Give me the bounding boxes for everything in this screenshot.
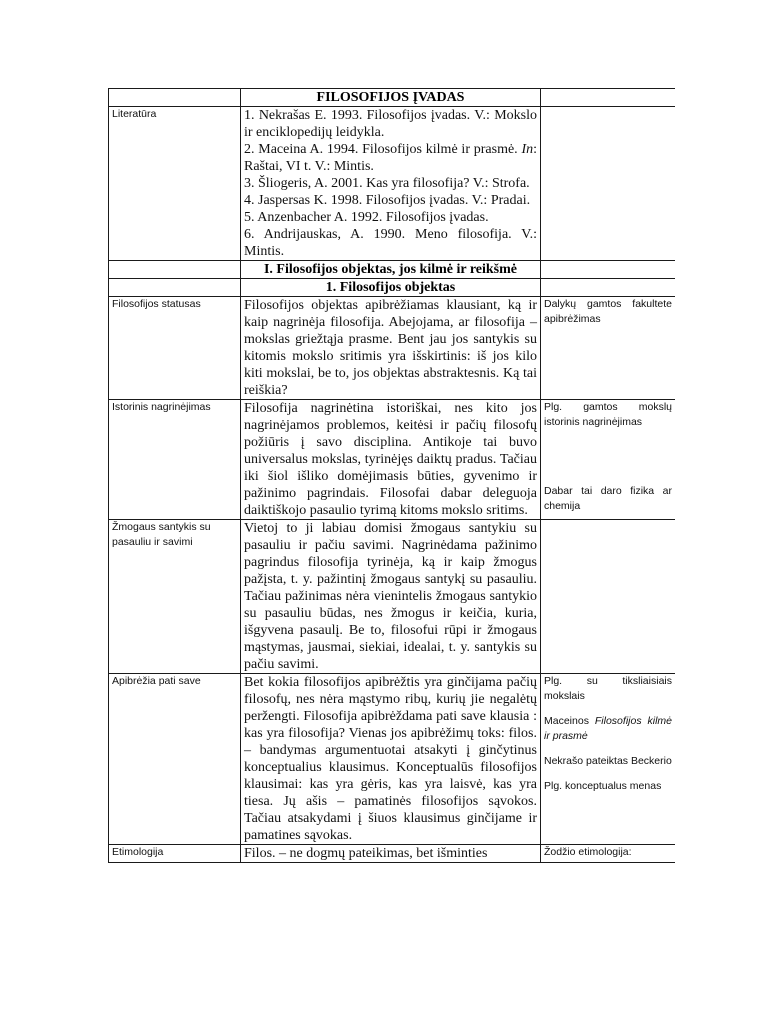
topic-text: Filosofijos objektas apibrėžiamas klausiant, ką ir kaip nagrinėja filosofija. Abejojama, ar filosofija – mokslas griežtąja prasme. Bent jau jos santykis su kitomis mokslo sritimis yra išskirtinis: iš jos kilo kiti mokslai, be to, jos objektas abstraktesnis. Ką tai reiškia? (241, 297, 541, 400)
margin-note-italic: Filosofijos kilmė ir prasmė (544, 715, 672, 742)
topic-row (109, 297, 676, 400)
topic-row (109, 674, 676, 845)
literature-item: 6. Andrijauskas, A. 1990. Meno filosofija. V.: Mintis. (244, 227, 537, 259)
topic-notes (541, 520, 676, 674)
topic-label: Filosofijos statusas (109, 297, 241, 400)
subsection-right-cell (541, 279, 676, 297)
subsection-row (109, 279, 676, 297)
topic-notes (541, 297, 676, 400)
topic-row (109, 845, 676, 863)
title-row (109, 89, 676, 107)
topic-label: Žmogaus santykis su pasauliu ir savimi (109, 520, 241, 674)
section-right-cell (541, 261, 676, 279)
margin-note: Dalykų gamtos fakultete apibrėžimas (544, 298, 672, 325)
literature-item: 2. Maceina A. 1994. Filosofijos kilmė ir prasmė. In: Raštai, VI t. V.: Mintis. (244, 142, 538, 174)
topic-row (109, 520, 676, 674)
subsection-heading: 1. Filosofijos objektas (241, 279, 541, 297)
topic-text: Filosofija nagrinėtina istoriškai, nes kito jos nagrinėjamos problemos, keitėsi ir pačių filosofų požiūris į savo disciplina. Antikoje tai buvo universalus mokslas, tyrinėjęs daiktų pradus. Tačiau iki šiol išliko domėjimasis būties, gyvenimo ir pažinimo pagrindais. Filosofai dabar deleguoja daiktiškojo pasaulio tyrimą kitoms mokslo sritims. (241, 400, 541, 520)
document-title: FILOSOFIJOS ĮVADAS (241, 89, 541, 107)
topic-notes (541, 845, 676, 863)
topic-label: Istorinis nagrinėjimas (109, 400, 241, 520)
literature-label: Literatūra (109, 107, 241, 261)
literature-list (241, 107, 541, 261)
topic-label: Etimologija (109, 845, 241, 863)
literature-notes (541, 107, 676, 261)
section-left-cell (109, 261, 241, 279)
topic-row (109, 400, 676, 520)
topic-notes (541, 400, 676, 520)
title-left-cell (109, 89, 241, 107)
section-row (109, 261, 676, 279)
literature-item: 5. Anzenbacher A. 1992. Filosofijos įvadas. (244, 210, 489, 225)
section-heading: I. Filosofijos objektas, jos kilmė ir reikšmė (241, 261, 541, 279)
margin-note: Nekrašo pateiktas Beckerio (544, 755, 672, 767)
margin-note: Plg. konceptualus menas (544, 780, 662, 792)
margin-note: Plg. su tiksliaisiais mokslais (544, 675, 672, 702)
margin-note: Dabar tai daro fizika ar chemija (544, 485, 672, 512)
document-sheet (108, 88, 675, 932)
topic-text: Bet kokia filosofijos apibrėžtis yra ginčijama pačių filosofų, nes nėra mąstymo ribų, kurių jie negalėtų peržengti. Filosofija apibrėždama pati save klausia : kas yra filosofija? Vienas jos apibrėžimų toks: filos. – bandymas argumentuotai atsakyti į ginčytinus konceptualius klausimus. Konceptualūs filosofijos klausimai: kas yra gėris, kas yra laisvė, kas yra tiesa. Jų ašis – pamatinės filosofijos sąvokos. Tačiau atsakydami į šiuos klausimus ginčijame ir pamatines sąvokas. (241, 674, 541, 845)
subsection-left-cell (109, 279, 241, 297)
margin-note: Žodžio etimologija: (544, 846, 632, 858)
topic-text: Filos. – ne dogmų pateikimas, bet išminties (241, 845, 541, 863)
literature-item: 4. Jaspersas K. 1998. Filosofijos įvadas. V.: Pradai. (244, 193, 531, 208)
literature-item: 1. Nekrašas E. 1993. Filosofijos įvadas. V.: Mokslo ir enciklopedijų leidykla. (244, 108, 537, 140)
margin-note: Maceinos Filosofijos kilmė ir prasmė (544, 715, 672, 742)
syllabus-table (108, 88, 675, 863)
literature-row (109, 107, 676, 261)
literature-item: 3. Šliogeris, A. 2001. Kas yra filosofija? V.: Strofa. (244, 176, 530, 191)
topic-notes (541, 674, 676, 845)
topic-text: Vietoj to ji labiau domisi žmogaus santykiu su pasauliu ir pačiu savimi. Nagrinėdama pažinimo pagrindus filosofija tyrinėja, ką ir kaip žmogus pažįsta, t. y. pažintinį žmogaus santykį su pasauliu. Tačiau pažinimas nėra vienintelis žmogaus santykio su pasauliu būdas, nes žmogus ir keičia, kuria, išgyvena pasaulį. Be to, filosofui rūpi ir žmogaus mąstymas, jausmai, siekiai, idealai, t. y. santykis su pačiu savimi. (241, 520, 541, 674)
note-spacer (544, 440, 672, 484)
topic-label: Apibrėžia pati save (109, 674, 241, 845)
literature-item-in: In (521, 142, 534, 157)
margin-note: Plg. gamtos mokslų istorinis nagrinėjimas (544, 401, 672, 428)
title-right-cell (541, 89, 676, 107)
